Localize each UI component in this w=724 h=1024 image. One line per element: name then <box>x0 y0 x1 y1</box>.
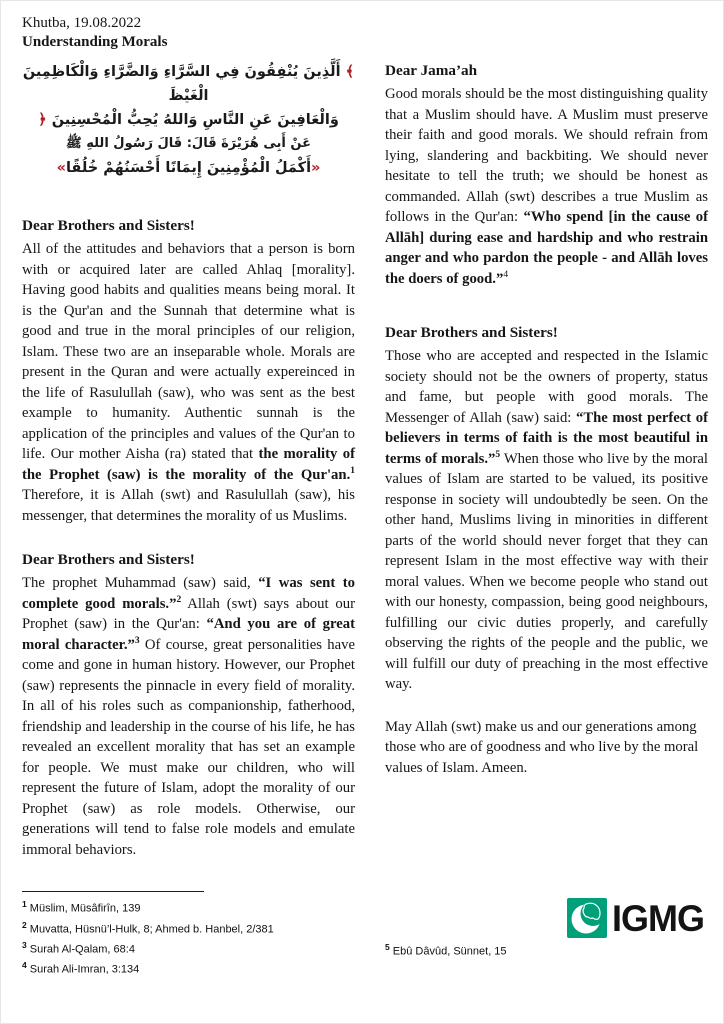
footnote-text: Surah Ali-Imran, 3:134 <box>26 963 140 976</box>
section-heading: Dear Brothers and Sisters! <box>22 551 195 568</box>
crescent-globe-icon <box>567 898 607 938</box>
ornamental-bracket-open: ﴾ <box>345 64 355 80</box>
arabic-verse-line-2 <box>22 108 355 132</box>
footnote-text: Müslim, Müsâfirîn, 139 <box>26 903 141 916</box>
footnote-number: 3 <box>22 939 27 950</box>
body-paragraph: Good morals should be the most distinguishing quality that a Muslim should have. A Muslim must preserve their faith and good morals. We should refrain from lying, slandering and backbiting. We should never hesitate to tell the truth; we should be honest as commanded. Allah (swt) describes a true Muslim as follows in the Qur'an: “Who spend [in the cause of Allāh] during ease and hardship and who restrain anger and who pardon the people - and Allāh loves the doers of good.”$^4$ <box>385 86 708 287</box>
closing-paragraph: May Allah (swt) make us and our generations among those who are of goodness and who live by the moral values of Islam. Ameen. <box>385 718 699 776</box>
quote-guillemet-open: « <box>311 160 321 176</box>
arabic-quote-block <box>22 60 355 180</box>
right-column <box>385 14 708 1012</box>
footnote-number: 4 <box>22 959 27 970</box>
section-heading: Dear Brothers and Sisters! <box>22 217 195 234</box>
arabic-verse-text-1: أَلَّذِينَ يُنْفِقُونَ فِي السَّرَّاءِ وَالضَّرَّاءِ وَالْكَاظِمِينَ الْغَيْظَ <box>22 64 341 104</box>
body-paragraph: All of the attitudes and behaviors that a person is born with or acquired later are called Ahlaq [morality]. Having good habits and qualities means being moral. It is the Qur'an and the Sunnah that determine what is good and true in the moral principles of our religion, Islam. These two are an inseparable whole. Morals are present in the Quran and were actually expereinced in the life of Rasulullah (saw), who was sent as the best example to humanity. Authentic sunnah is the application of the principles and values of the Qur'an to life. Our mother Aisha (ra) stated that the morality of the Prophet (saw) is the morality of the Qur'an.$^1$ Therefore, it is Allah (swt) and Rasulullah (saw), his messenger, that determines the morality of us Muslims. <box>22 241 355 524</box>
body-paragraph: Those who are accepted and respected in the Islamic society should not be the owners of property, status and fame, but people with good morals. The Messenger of Allah (saw) said: “The most perfect of believers in terms of faith is the most beautiful in terms of morals.”$^5$ When those who live by the moral values of Islam are started to be valued, its positive response in society will undoubtedly be seen. On the other hand, Muslims living in minorities in different parts of the world should never forget that they can represent Islam in the most effective way with their moral values. When we become people who stand out with our honesty, compassion, being good neighbours, fulfilling our civic duties properly, and carefully observing the rights of the people and the public, we will fulfill our duty of preaching in the most effective way. <box>385 348 708 692</box>
arabic-narration-line: عَنْ أَبِى هُرَيْرَةَ قَالَ: قَالَ رَسُولُ اللهِ ﷺ <box>66 136 311 151</box>
section-heading: Dear Jama’ah <box>385 62 478 79</box>
footnotes-right <box>385 940 708 1012</box>
quote-guillemet-close: » <box>56 160 66 176</box>
body-paragraph: The prophet Muhammad (saw) said, “I was sent to complete good morals.”$^2$ Allah (swt) says about our Prophet (saw) in the Qur'an: “And you are of great moral character.”$^3$ Of course, great personalities have come and gone in human history. However, our Prophet (saw) represents the pinnacle in every field of morality. In all of his roles such as companionship, fatherhood, friendship and leadership in the course of his life, he has revealed an excellent morality that has set an example for people. We must make our children, who will represent the future of Islam, adopt the morality of our Prophet (saw) as role models. Otherwise, our generations will tend to false role models and emulate immoral behaviors. <box>22 575 355 858</box>
arabic-hadith-text: أَكْمَلُ الْمُؤْمِنِينَ إِيمَانًا أَحْسَنُهُمْ خُلُقًا <box>65 160 312 176</box>
footnote-number: 1 <box>22 899 27 910</box>
date-line: Khutba, 19.08.2022 <box>22 15 142 31</box>
footnote <box>22 958 355 978</box>
arabic-hadith-line <box>22 156 355 180</box>
footnote-separator <box>22 891 204 892</box>
igmg-wordmark: IGMG <box>612 897 704 939</box>
footnote-text: Surah Al-Qalam, 68:4 <box>26 943 135 956</box>
section-heading: Dear Brothers and Sisters! <box>385 324 558 341</box>
page-title: Understanding Morals <box>22 34 168 50</box>
footnote <box>22 897 355 917</box>
footnote-number: 2 <box>22 919 27 930</box>
footnote <box>22 918 355 938</box>
footnote-number: 5 <box>385 941 390 952</box>
igmg-logo <box>566 896 706 940</box>
logo-row <box>385 896 708 940</box>
arabic-verse-text-2: وَالْعَافِينَ عَنِ النَّاسِ وَاللهُ يُحِبُّ الْمُحْسِنِينَ <box>51 112 339 128</box>
document-header <box>22 14 355 52</box>
footnote-text: Ebû Dâvûd, Sünnet, 15 <box>389 945 507 958</box>
footnote <box>385 940 708 960</box>
arabic-verse-line-1 <box>22 60 355 108</box>
footnote-text: Muvatta, Hüsnü’l-Hulk, 8; Ahmed b. Hanbel, 2/381 <box>26 923 274 936</box>
footnote <box>22 938 355 958</box>
ornamental-bracket-close: ﴿ <box>38 112 47 128</box>
left-column <box>22 14 355 1012</box>
right-column-footer <box>385 896 708 1012</box>
footnotes-left <box>22 891 355 1012</box>
